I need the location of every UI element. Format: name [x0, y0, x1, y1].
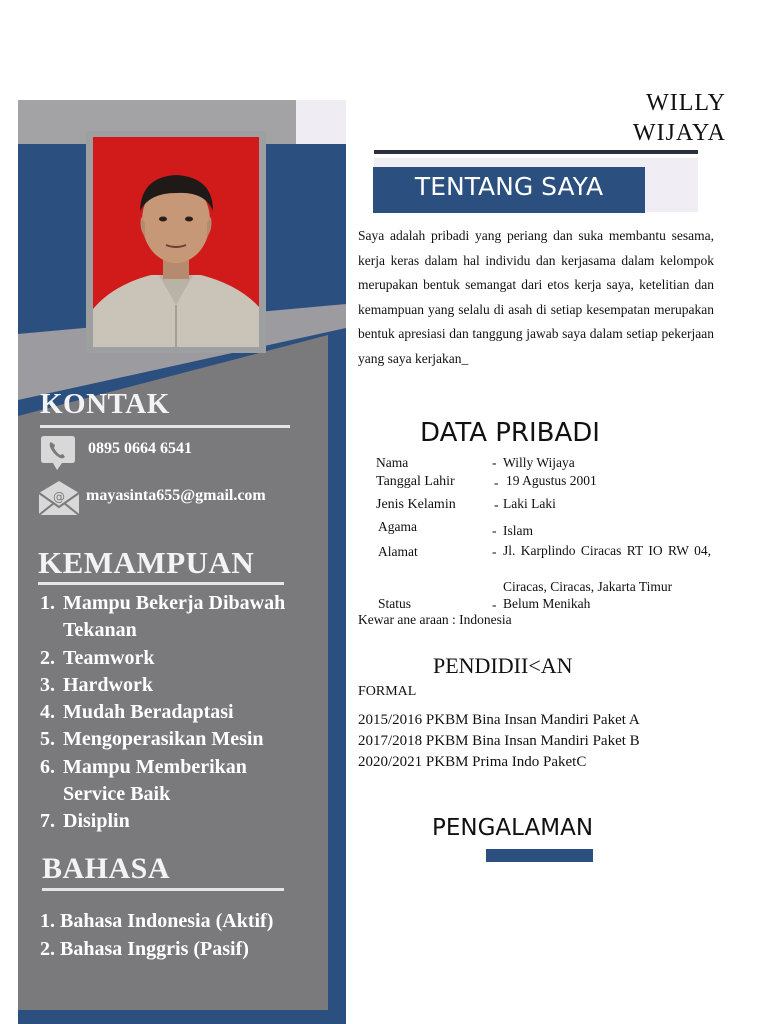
skill-number: 1. — [40, 592, 55, 614]
skill-label: Mampu Bekerja Dibawah — [63, 592, 286, 614]
personal-sep: - — [494, 497, 499, 512]
about-text: Saya adalah pribadi yang periang dan suka membantu sesama, kerja keras dalam hal individu dan kerjasama dalam kelompok merupakan bentuk semangat dari etos kerja saya, ketelitian dan kemampuan yang selalu di asah di setiap kesempatan merupakan bentuk apresiasi dan tanggung jawab saya dalam setiap pekerjaan yang saya kerjakan_ — [358, 228, 714, 366]
skill-label: Service Baik — [63, 783, 171, 806]
skill-item — [40, 781, 330, 808]
skill-number: 7. — [40, 810, 55, 833]
skill-item — [40, 590, 330, 617]
personal-value-birthdate: 19 Agustus 2001 — [506, 473, 597, 488]
skill-item — [40, 726, 330, 753]
contact-email[interactable]: mayasinta655@gmail.com — [86, 487, 266, 504]
personal-sep: - — [492, 523, 497, 538]
personal-nationality: Kewar ane araan : Indonesia — [358, 612, 512, 627]
sidebar-top-lavender-band — [296, 100, 346, 144]
full-name — [633, 88, 726, 148]
education-subtitle: FORMAL — [358, 684, 417, 699]
skill-item — [40, 699, 330, 726]
skill-number: 3. — [40, 673, 55, 696]
personal-value-religion: Islam — [503, 523, 533, 538]
personal-label: Tanggal Lahir — [376, 474, 455, 489]
first-name: WILLY — [646, 90, 726, 116]
personal-value-name: Willy Wijaya — [503, 455, 575, 470]
personal-label: Agama — [378, 519, 417, 534]
personal-sep: - — [492, 597, 497, 612]
skills-title: KEMAMPUAN — [38, 545, 255, 580]
skill-label: Tekanan — [63, 619, 137, 642]
education-title: PENDIDII<AN — [433, 653, 573, 678]
education-item: 2015/2016 PKBM Bina Insan Mandiri Paket A — [358, 712, 640, 728]
education-list — [358, 710, 640, 773]
personal-value-status: Belum Menikah — [503, 596, 591, 611]
personal-title: DATA PRIBADI — [420, 418, 600, 448]
header-rule — [374, 150, 698, 154]
experience-title-bar — [486, 849, 593, 862]
skill-number: 4. — [40, 701, 55, 724]
language-item: 1. Bahasa Indonesia (Aktif) — [40, 910, 274, 932]
email-icon — [37, 479, 81, 517]
personal-label: Alamat — [378, 544, 418, 559]
contact-phone[interactable]: 0895 0664 6541 — [88, 440, 192, 457]
skill-item — [40, 754, 330, 781]
personal-value-address: Jl. Karplindo Ciracas RT IO RW 04, — [503, 543, 711, 558]
skill-number: 5. — [40, 728, 55, 751]
skill-label: Mampu Memberikan — [63, 755, 247, 778]
contact-title: KONTAK — [40, 388, 170, 420]
skills-list — [40, 590, 330, 836]
languages-title: BAHASA — [42, 852, 171, 885]
person-portrait-icon — [93, 137, 259, 347]
personal-sep: - — [492, 544, 497, 559]
personal-sep: - — [492, 455, 497, 470]
languages-title-underline — [42, 888, 284, 891]
skill-label: Teamwork — [63, 646, 155, 669]
skill-number: 6. — [40, 755, 55, 778]
skill-item — [40, 645, 330, 672]
last-name: WIJAYA — [632, 120, 726, 146]
education-item: 2020/2021 PKBM Prima Indo PaketC — [358, 754, 587, 770]
skill-item — [40, 808, 330, 835]
about-title: TENTANG SAYA — [414, 172, 604, 201]
profile-photo-frame — [86, 131, 266, 353]
personal-value-gender: Laki Laki — [503, 496, 556, 511]
contact-title-underline — [40, 425, 290, 428]
skill-number: 2. — [40, 646, 55, 669]
personal-label: Nama — [376, 455, 409, 470]
education-item: 2017/2018 PKBM Bina Insan Mandiri Paket B — [358, 733, 640, 749]
personal-data-table — [376, 455, 716, 615]
skills-title-underline — [38, 582, 284, 585]
personal-value-address-line2: Ciracas, Ciracas, Jakarta Timur — [503, 579, 673, 594]
phone-icon — [40, 434, 76, 470]
personal-label: Jenis Kelamin — [376, 497, 456, 512]
svg-text:@: @ — [53, 490, 65, 504]
skill-item — [40, 672, 330, 699]
skill-label: Disiplin — [63, 810, 130, 833]
skill-item — [40, 617, 330, 644]
skill-label: Mengoperasikan Mesin — [63, 728, 264, 751]
language-item: 2. Bahasa Inggris (Pasif) — [40, 938, 249, 960]
languages-list — [40, 907, 273, 963]
personal-label: Status — [378, 596, 412, 611]
profile-photo — [93, 137, 259, 347]
experience-title: PENGALAMAN — [432, 815, 594, 841]
skill-label: Hardwork — [63, 673, 153, 696]
personal-sep: - — [494, 475, 499, 490]
skill-label: Mudah Beradaptasi — [63, 701, 234, 724]
